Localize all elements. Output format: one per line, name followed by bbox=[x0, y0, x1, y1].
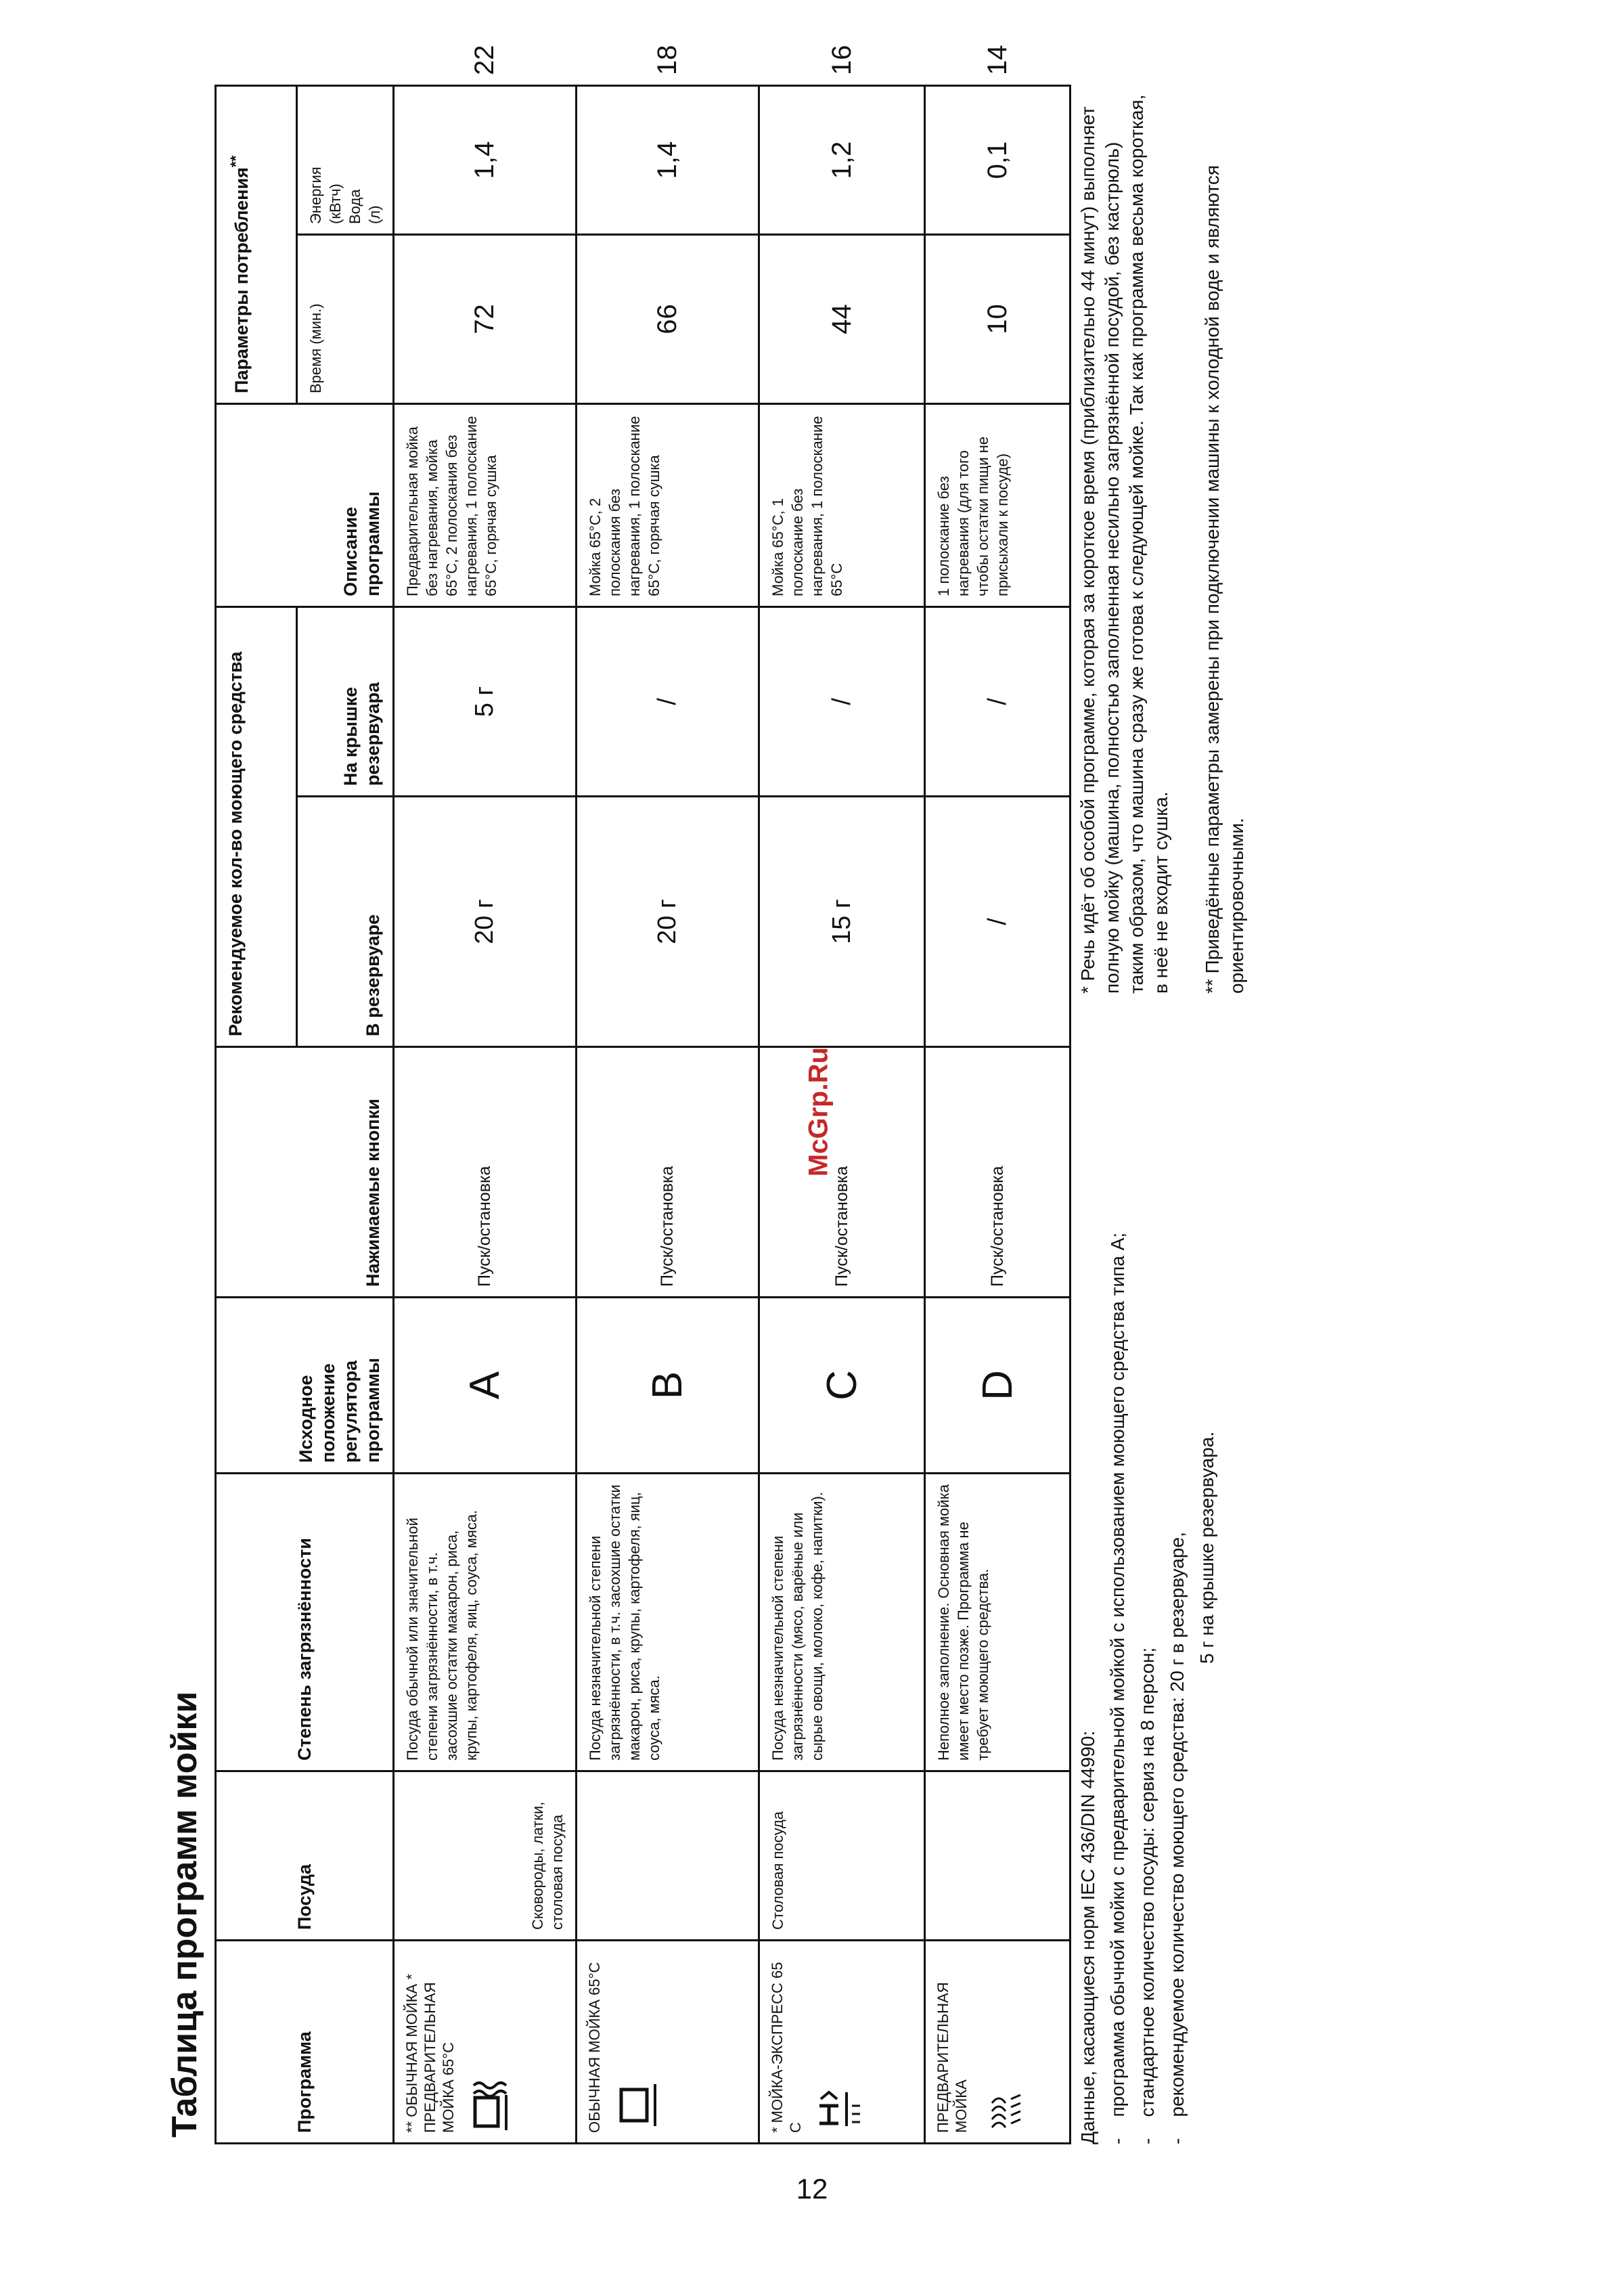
header-consumption-label: Параметры потребления bbox=[231, 167, 252, 393]
norms-lead: Данные, касающиеся норм IEC 436/DIN 44990: bbox=[1077, 1730, 1098, 2144]
row-description: Предварительная мойка без нагревания, мойка 65°С, 2 полоскания без нагревания, 1 полоскание 65°С, горячая сушка bbox=[394, 404, 577, 607]
row-buttons: Пуск/остановка bbox=[577, 1047, 759, 1298]
row-program-cell bbox=[394, 1941, 577, 2144]
row-energy: 1,4 bbox=[577, 86, 759, 235]
header-soil: Степень загрязнённости bbox=[216, 1474, 394, 1771]
header-time: Время (мин.) bbox=[297, 235, 394, 404]
row-soil: Посуда незначительной степени загрязнённости (мясо, варёные или сырые овощи, молоко, кофе, напитки). bbox=[759, 1474, 925, 1771]
table-row bbox=[577, 85, 759, 2143]
norms-continuation: 5 г на крышке резервуара. bbox=[1196, 1431, 1217, 1664]
header-energy-water bbox=[297, 85, 394, 234]
express-wash-icon bbox=[814, 1951, 865, 2133]
row-det-reservoir: 20 г bbox=[577, 797, 759, 1047]
norms-notes bbox=[1076, 1088, 1225, 2144]
header-description: Описание программы bbox=[216, 404, 394, 607]
row-dishes bbox=[925, 1771, 1071, 1941]
footnote-express: * Речь идёт об особой программе, которая за короткое время (приблизительно 44 минут) выполняет полную мойку (машина, полностью заполненная несильно загрязнённой посудой, без кастрюль) таким образом, что машина сразу же готова к следующей мойке. Так как программа весьма короткая, в неё не входит сушка. bbox=[1077, 94, 1171, 994]
row-det-reservoir: 20 г bbox=[394, 797, 577, 1047]
row-description: 1 полоскание без нагревания (для того чтобы остатки пищи не присыхали к посуде) bbox=[925, 404, 1071, 607]
norms-item-text: стандартное количество посуды: сервиз на 8 персон; bbox=[1137, 1647, 1158, 2117]
header-consumption bbox=[216, 85, 297, 403]
footnote-consumption: ** Приведённые параметры замерены при подключении машины к холодной воде и являются ориентировочными. bbox=[1202, 164, 1247, 994]
page-number: 12 bbox=[796, 2173, 828, 2205]
table-row bbox=[759, 85, 925, 2143]
row-soil: Посуда незначительной степени загрязнённости, в т.ч. засохшие остатки макарон, риса, крупы, картофеля, яиц, соуса, мяса. bbox=[577, 1474, 759, 1771]
row-program-cell bbox=[759, 1941, 925, 2144]
program-name: ОБЫЧНАЯ МОЙКА 65°С bbox=[586, 1962, 603, 2133]
row-det-lid: / bbox=[577, 607, 759, 797]
norms-item: - стандартное количество посуды: сервиз на 8 персон; bbox=[1137, 1647, 1158, 2144]
program-name: ПРЕДВАРИТЕЛЬНАЯ МОЙКА bbox=[934, 1982, 970, 2133]
norms-item: - программа обычной мойки с предварительной мойкой с использованием моющего средства типа А; bbox=[1107, 1232, 1128, 2144]
row-program-cell bbox=[925, 1941, 1071, 2144]
footnotes bbox=[1076, 87, 1255, 994]
table-row bbox=[394, 85, 577, 2143]
row-dial: C bbox=[759, 1298, 925, 1474]
page-title: Таблица программ мойки bbox=[165, 1691, 204, 2138]
prewash-normal-icon bbox=[467, 1951, 518, 2133]
header-energy: Энергия (кВтч) bbox=[307, 167, 344, 224]
row-program-cell bbox=[577, 1941, 759, 2144]
normal-wash-icon bbox=[613, 1951, 664, 2133]
row-energy: 1,4 bbox=[394, 86, 577, 235]
row-description: Мойка 65°С, 1 полоскание без нагревания, 1 полоскание 65°С bbox=[759, 404, 925, 607]
header-dishes: Посуда bbox=[216, 1771, 394, 1941]
header-detergent: Рекомендуемое кол-во моющего средства bbox=[216, 607, 297, 1047]
row-det-reservoir: 15 г bbox=[759, 797, 925, 1047]
program-name: ** ОБЫЧНАЯ МОЙКА * ПРЕДВАРИТЕЛЬНАЯ МОЙКА 65°С bbox=[403, 1974, 457, 2133]
header-det-lid: На крышке резервуара bbox=[297, 607, 394, 797]
row-time: 10 bbox=[925, 235, 1071, 404]
row-buttons: Пуск/остановка bbox=[394, 1047, 577, 1298]
header-buttons: Нажимаемые кнопки bbox=[216, 1047, 394, 1298]
row-dial: D bbox=[925, 1298, 1071, 1474]
program-table bbox=[215, 45, 1071, 2144]
row-buttons: Пуск/остановка bbox=[925, 1047, 1071, 1298]
row-buttons: Пуск/остановка bbox=[759, 1047, 925, 1298]
header-water: Вода (л) bbox=[346, 189, 383, 224]
norms-item-text: рекомендуемое количество моющего средства: 20 г в резервуаре, bbox=[1167, 1532, 1188, 2117]
rotated-sheet bbox=[139, 45, 1247, 2144]
header-det-reservoir: В резервуаре bbox=[297, 797, 394, 1047]
row-det-reservoir: / bbox=[925, 797, 1071, 1047]
row-time: 66 bbox=[577, 235, 759, 404]
row-energy: 0,1 bbox=[925, 86, 1071, 235]
header-program: Программа bbox=[216, 1941, 394, 2144]
prewash-icon bbox=[980, 1951, 1031, 2133]
row-dishes: Столовая посуда bbox=[759, 1771, 925, 1941]
row-time: 44 bbox=[759, 235, 925, 404]
row-dial: A bbox=[394, 1298, 577, 1474]
row-dishes: Сковороды, латки, столовая посуда bbox=[394, 1771, 577, 1941]
table-row bbox=[925, 85, 1071, 2143]
row-description: Мойка 65°С, 2 полоскания без нагревания, 1 полоскание 65°С, горячая сушка bbox=[577, 404, 759, 607]
row-det-lid: / bbox=[925, 607, 1071, 797]
header-consumption-mark: ** bbox=[227, 155, 244, 168]
row-det-lid: 5 г bbox=[394, 607, 577, 797]
row-energy: 1,2 bbox=[759, 86, 925, 235]
norms-item: - рекомендуемое количество моющего средства: 20 г в резервуаре, bbox=[1167, 1532, 1188, 2144]
row-soil: Неполное заполнение. Основная мойка имеет место позже. Программа не требует моющего средства. bbox=[925, 1474, 1071, 1771]
row-soil: Посуда обычной или значительной степени загрязнённости, в т.ч. засохшие остатки макарон, риса, крупы, картофеля, яиц, соуса, мяса. bbox=[394, 1474, 577, 1771]
row-det-lid: / bbox=[759, 607, 925, 797]
header-dial: Исходное положение регулятора программы bbox=[216, 1298, 394, 1474]
norms-item-text: программа обычной мойки с предварительной мойкой с использованием моющего средства типа А; bbox=[1107, 1232, 1128, 2117]
program-name: * МОЙКА-ЭКСПРЕСС 65 С bbox=[769, 1962, 804, 2133]
row-dial: B bbox=[577, 1298, 759, 1474]
row-time: 72 bbox=[394, 235, 577, 404]
row-dishes bbox=[577, 1771, 759, 1941]
watermark: McGrp.Ru bbox=[803, 1046, 834, 1177]
